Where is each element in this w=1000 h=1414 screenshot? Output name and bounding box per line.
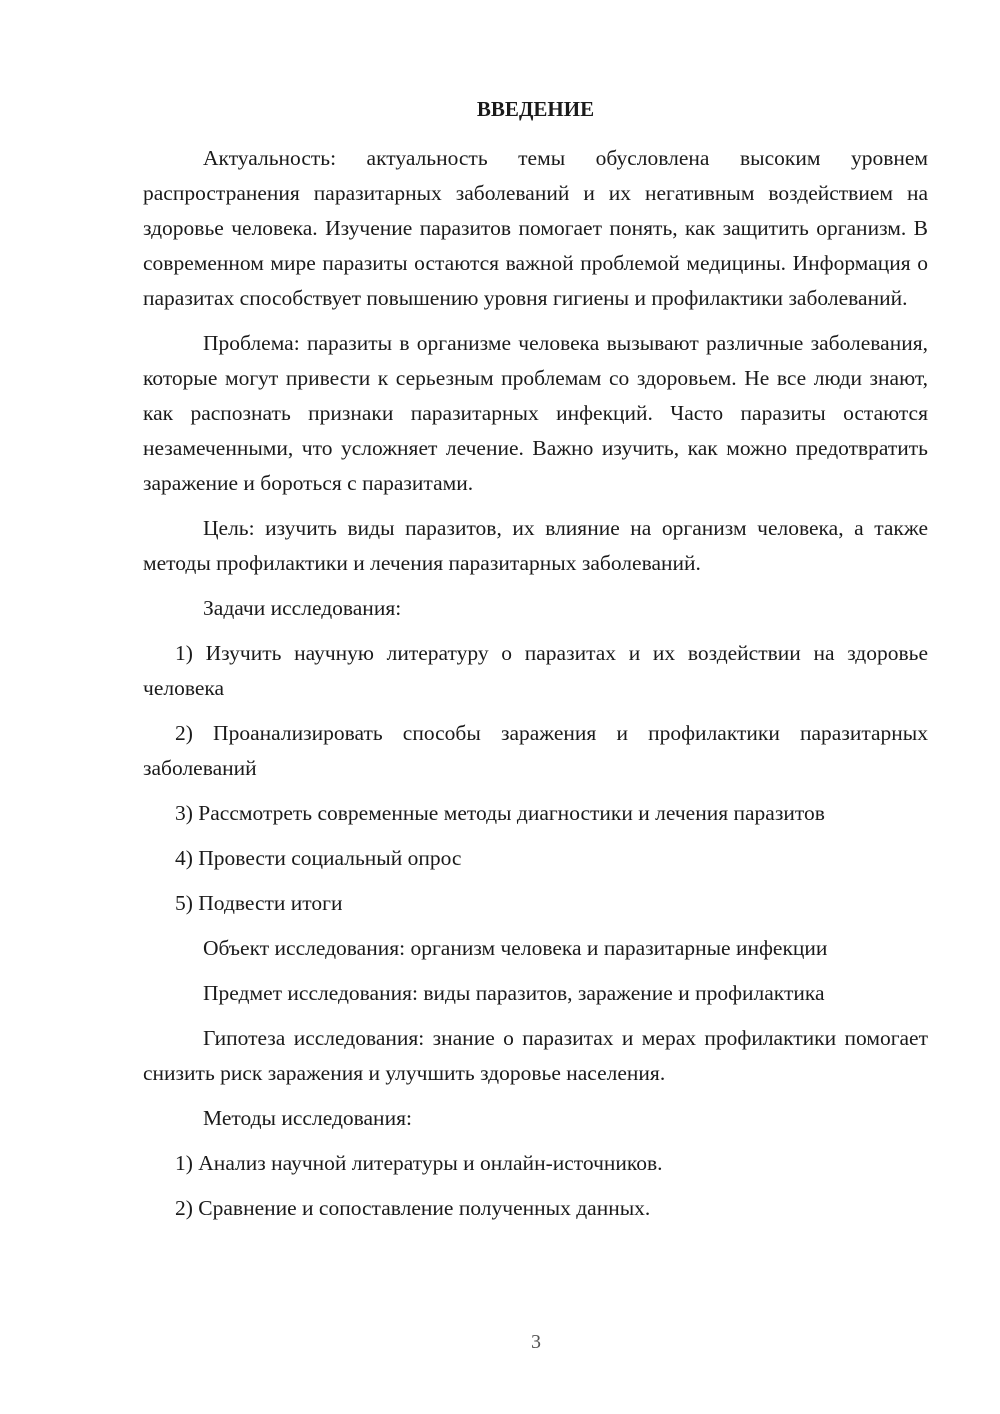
methods-heading: Методы исследования: (203, 1106, 412, 1130)
goal-paragraph: Цель: изучить виды паразитов, их влияние на организм человека, а также методы профилактики и лечения паразитарных заболеваний. (143, 516, 928, 575)
method-item-1: 1) Анализ научной литературы и онлайн-источников. (175, 1151, 663, 1175)
tasks-heading: Задачи исследования: (203, 596, 402, 620)
subject-line: Предмет исследования: виды паразитов, заражение и профилактика (203, 981, 825, 1005)
object-line: Объект исследования: организм человека и паразитарные инфекции (203, 936, 828, 960)
problem-paragraph: Проблема: паразиты в организме человека вызывают различные заболевания, которые могут привести к серьезным проблемам со здоровьем. Не все люди знают, как распознать признаки паразитарных инфекций. Часто паразиты остаются незамеченными, что усложняет лечение. Важно изучить, как можно предотвратить заражение и бороться с паразитами. (143, 331, 928, 495)
task-item-2: 2) Проанализировать способы заражения и профилактики паразитарных заболеваний (143, 721, 928, 780)
hypothesis-paragraph: Гипотеза исследования: знание о паразитах и мерах профилактики помогает снизить риск заражения и улучшить здоровье населения. (143, 1026, 928, 1085)
method-item-2: 2) Сравнение и сопоставление полученных данных. (175, 1196, 651, 1220)
task-item-4: 4) Провести социальный опрос (175, 846, 462, 870)
relevance-paragraph: Актуальность: актуальность темы обусловлена высоким уровнем распространения паразитарных заболеваний и их негативным воздействием на здоровье человека. Изучение паразитов помогает понять, как защитить организм. В современном мире паразиты остаются важной проблемой медицины. Информация о паразитах способствует повышению уровня гигиены и профилактики заболеваний. (143, 146, 928, 310)
task-item-1: 1) Изучить научную литературу о паразитах и их воздействии на здоровье человека (143, 641, 928, 700)
task-item-5: 5) Подвести итоги (175, 891, 343, 915)
page-title: ВВЕДЕНИЕ (476, 97, 595, 121)
document-page (143, 92, 928, 1236)
task-item-3: 3) Рассмотреть современные методы диагностики и лечения паразитов (175, 801, 825, 825)
page-number: 3 (531, 1331, 541, 1353)
